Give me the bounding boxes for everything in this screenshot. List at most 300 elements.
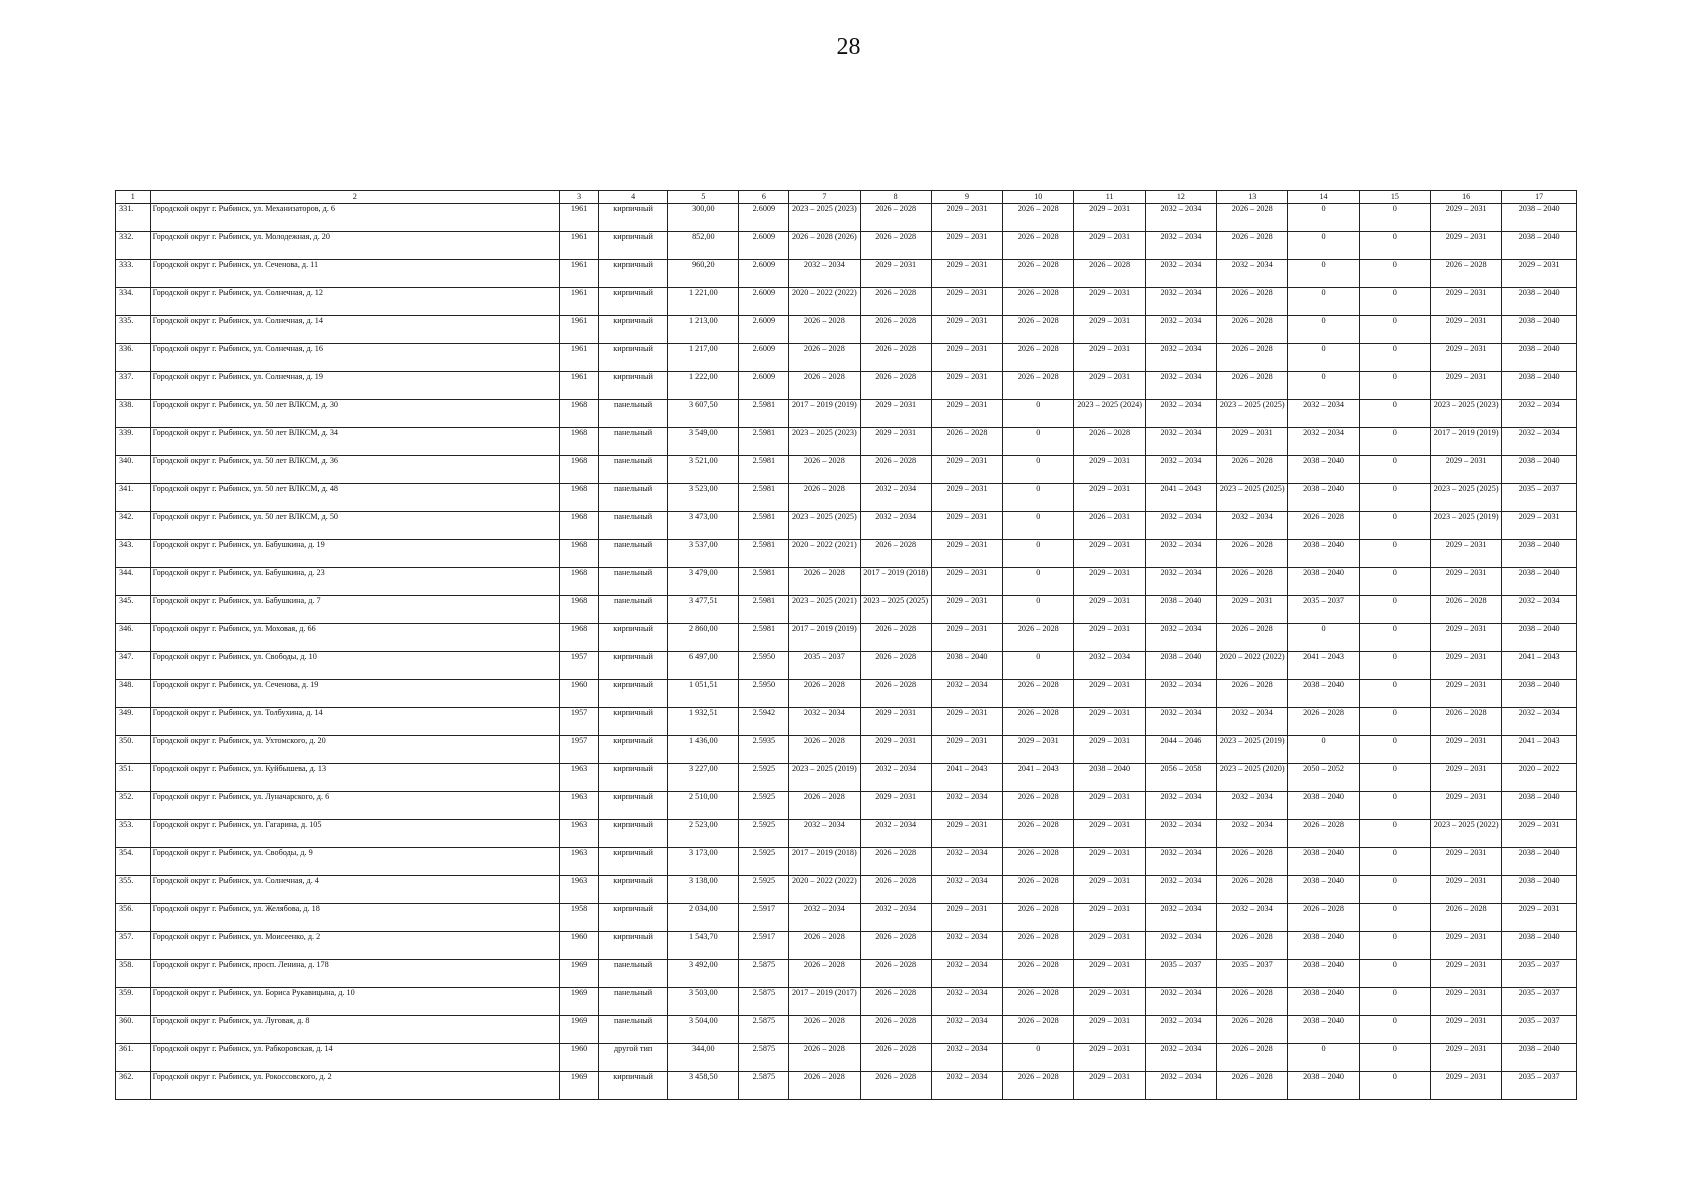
row-number-cell: 337. <box>116 372 151 400</box>
table-cell: 2026 – 2028 <box>1288 904 1359 932</box>
table-cell: 0 <box>1003 540 1074 568</box>
table-cell: 2032 – 2034 <box>1145 288 1216 316</box>
table-cell: 0 <box>1359 260 1430 288</box>
table-cell: 2029 – 2031 <box>931 708 1002 736</box>
table-cell: 2029 – 2031 <box>1431 288 1502 316</box>
table-row <box>116 540 1577 568</box>
table-cell: 2029 – 2031 <box>1431 540 1502 568</box>
table-cell: 2029 – 2031 <box>1074 736 1145 764</box>
table-cell: 2038 – 2040 <box>1502 1044 1577 1072</box>
table-cell: 2029 – 2031 <box>1074 344 1145 372</box>
table-cell: кирпичный <box>599 904 668 932</box>
table-cell: 2023 – 2025 (2025) <box>789 512 860 540</box>
table-cell: 2032 – 2034 <box>931 960 1002 988</box>
table-cell: 2032 – 2034 <box>860 484 931 512</box>
row-number-cell: 333. <box>116 260 151 288</box>
table-cell: 2026 – 2028 (2026) <box>789 232 860 260</box>
table-cell: 2032 – 2034 <box>1217 260 1288 288</box>
row-number-cell: 344. <box>116 568 151 596</box>
table-cell: 1961 <box>560 204 599 232</box>
table-cell: 2023 – 2025 (2023) <box>789 428 860 456</box>
table-cell: 0 <box>1359 596 1430 624</box>
table-row <box>116 988 1577 1016</box>
table-cell: 2026 – 2028 <box>1217 204 1288 232</box>
table-cell: 2.6009 <box>739 316 789 344</box>
table-cell: 2.6009 <box>739 372 789 400</box>
address-cell: Городской округ г. Рыбинск, ул. Молодежная, д. 20 <box>150 232 560 260</box>
table-cell: 2029 – 2031 <box>1431 960 1502 988</box>
table-cell: 2029 – 2031 <box>1074 792 1145 820</box>
table-cell: 0 <box>1359 456 1430 484</box>
table-cell: 2026 – 2028 <box>1217 540 1288 568</box>
table-cell: 2026 – 2028 <box>860 932 931 960</box>
table-cell: 2 510,00 <box>668 792 739 820</box>
table-cell: панельный <box>599 988 668 1016</box>
table-cell: 2026 – 2028 <box>789 316 860 344</box>
table-cell: панельный <box>599 484 668 512</box>
table-cell: 2029 – 2031 <box>1431 876 1502 904</box>
table-cell: 1957 <box>560 652 599 680</box>
table-cell: 2029 – 2031 <box>931 484 1002 512</box>
table-row <box>116 792 1577 820</box>
table-cell: 1969 <box>560 960 599 988</box>
table-row <box>116 820 1577 848</box>
table-cell: панельный <box>599 456 668 484</box>
table-cell: 1969 <box>560 988 599 1016</box>
table-cell: 0 <box>1359 708 1430 736</box>
table-cell: 1961 <box>560 288 599 316</box>
table-cell: 2029 – 2031 <box>931 568 1002 596</box>
table-row <box>116 708 1577 736</box>
table-cell: 2026 – 2028 <box>1003 932 1074 960</box>
register-table <box>115 190 1577 1100</box>
table-cell: 2026 – 2028 <box>860 876 931 904</box>
table-cell: 2038 – 2040 <box>1288 932 1359 960</box>
table-cell: 2029 – 2031 <box>1431 680 1502 708</box>
table-cell: 2026 – 2028 <box>789 372 860 400</box>
table-cell: кирпичный <box>599 708 668 736</box>
table-cell: 2029 – 2031 <box>1431 344 1502 372</box>
table-cell: 0 <box>1288 736 1359 764</box>
table-cell: 300,00 <box>668 204 739 232</box>
table-cell: 1968 <box>560 512 599 540</box>
table-cell: 2032 – 2034 <box>931 1072 1002 1100</box>
table-cell: 2029 – 2031 <box>860 736 931 764</box>
table-cell: 2038 – 2040 <box>1502 680 1577 708</box>
table-cell: 2026 – 2028 <box>860 848 931 876</box>
table-cell: панельный <box>599 596 668 624</box>
row-number-cell: 355. <box>116 876 151 904</box>
column-header-12: 12 <box>1145 191 1216 204</box>
table-row <box>116 680 1577 708</box>
table-cell: 2038 – 2040 <box>1502 540 1577 568</box>
table-cell: 2026 – 2028 <box>1074 260 1145 288</box>
table-cell: 1969 <box>560 1016 599 1044</box>
table-cell: 2029 – 2031 <box>1217 428 1288 456</box>
table-cell: 2.5925 <box>739 764 789 792</box>
table-cell: кирпичный <box>599 736 668 764</box>
table-cell: 2026 – 2028 <box>1217 344 1288 372</box>
table-cell: 2029 – 2031 <box>1431 232 1502 260</box>
table-cell: 0 <box>1359 344 1430 372</box>
table-cell: 1 221,00 <box>668 288 739 316</box>
address-cell: Городской округ г. Рыбинск, ул. Бориса Рукавицына, д. 10 <box>150 988 560 1016</box>
table-cell: 2026 – 2028 <box>1003 260 1074 288</box>
table-cell: 2026 – 2028 <box>1003 680 1074 708</box>
row-number-cell: 335. <box>116 316 151 344</box>
table-cell: 2029 – 2031 <box>1431 988 1502 1016</box>
table-cell: 2023 – 2025 (2021) <box>789 596 860 624</box>
address-cell: Городской округ г. Рыбинск, ул. Куйбышева, д. 13 <box>150 764 560 792</box>
table-cell: 2026 – 2028 <box>1431 708 1502 736</box>
address-cell: Городской округ г. Рыбинск, ул. 50 лет ВЛКСМ, д. 50 <box>150 512 560 540</box>
table-cell: 2.5875 <box>739 1044 789 1072</box>
table-cell: 2032 – 2034 <box>1145 820 1216 848</box>
table-cell: 2032 – 2034 <box>1145 680 1216 708</box>
table-cell: 2035 – 2037 <box>1502 484 1577 512</box>
table-cell: 2023 – 2025 (2023) <box>789 204 860 232</box>
column-header-3: 3 <box>560 191 599 204</box>
table-cell: 2.5925 <box>739 820 789 848</box>
table-cell: 2038 – 2040 <box>1288 848 1359 876</box>
address-cell: Городской округ г. Рыбинск, ул. Солнечная, д. 14 <box>150 316 560 344</box>
table-cell: 2026 – 2028 <box>789 736 860 764</box>
table-cell: 0 <box>1288 288 1359 316</box>
table-cell: 2029 – 2031 <box>931 372 1002 400</box>
table-cell: 2029 – 2031 <box>931 400 1002 428</box>
table-cell: 0 <box>1359 1044 1430 1072</box>
table-cell: 0 <box>1003 428 1074 456</box>
table-cell: 2026 – 2028 <box>1003 820 1074 848</box>
table-cell: 0 <box>1359 736 1430 764</box>
table-cell: 2032 – 2034 <box>1145 540 1216 568</box>
table-cell: 2 034,00 <box>668 904 739 932</box>
table-cell: 2029 – 2031 <box>1431 456 1502 484</box>
table-row <box>116 652 1577 680</box>
table-cell: панельный <box>599 960 668 988</box>
table-cell: 2032 – 2034 <box>1145 1072 1216 1100</box>
table-cell: 2026 – 2028 <box>1003 372 1074 400</box>
column-header-10: 10 <box>1003 191 1074 204</box>
table-cell: 2038 – 2040 <box>1288 540 1359 568</box>
table-cell: 2032 – 2034 <box>1145 344 1216 372</box>
table-cell: 2029 – 2031 <box>1502 904 1577 932</box>
table-cell: 2032 – 2034 <box>1145 1044 1216 1072</box>
table-cell: 2023 – 2025 (2020) <box>1217 764 1288 792</box>
table-row <box>116 512 1577 540</box>
table-cell: 2023 – 2025 (2025) <box>1217 484 1288 512</box>
table-cell: кирпичный <box>599 792 668 820</box>
table-cell: 1 932,51 <box>668 708 739 736</box>
row-number-cell: 360. <box>116 1016 151 1044</box>
address-cell: Городской округ г. Рыбинск, ул. Бабушкина, д. 7 <box>150 596 560 624</box>
table-cell: 2020 – 2022 (2022) <box>1217 652 1288 680</box>
table-cell: 2038 – 2040 <box>931 652 1002 680</box>
table-cell: 2029 – 2031 <box>931 456 1002 484</box>
table-cell: 2038 – 2040 <box>1502 204 1577 232</box>
table-cell: 960,20 <box>668 260 739 288</box>
table-cell: 2.5981 <box>739 428 789 456</box>
table-cell: 0 <box>1359 848 1430 876</box>
row-number-cell: 354. <box>116 848 151 876</box>
table-cell: 2032 – 2034 <box>931 988 1002 1016</box>
table-cell: 2032 – 2034 <box>931 848 1002 876</box>
table-row <box>116 428 1577 456</box>
table-cell: 2029 – 2031 <box>931 260 1002 288</box>
table-cell: 2026 – 2028 <box>1074 428 1145 456</box>
table-cell: 2029 – 2031 <box>1003 736 1074 764</box>
table-cell: 2026 – 2028 <box>789 1072 860 1100</box>
table-cell: 0 <box>1003 596 1074 624</box>
table-cell: 2026 – 2028 <box>789 1044 860 1072</box>
address-cell: Городской округ г. Рыбинск, ул. Луначарского, д. 6 <box>150 792 560 820</box>
table-cell: 1 051,51 <box>668 680 739 708</box>
address-cell: Городской округ г. Рыбинск, ул. 50 лет ВЛКСМ, д. 48 <box>150 484 560 512</box>
table-cell: 2029 – 2031 <box>931 232 1002 260</box>
table-cell: 3 503,00 <box>668 988 739 1016</box>
table-cell: 2038 – 2040 <box>1288 876 1359 904</box>
table-cell: 2026 – 2031 <box>1074 512 1145 540</box>
table-cell: 2026 – 2028 <box>860 1072 931 1100</box>
table-cell: 2026 – 2028 <box>1003 848 1074 876</box>
table-cell: 0 <box>1359 652 1430 680</box>
table-row <box>116 456 1577 484</box>
column-header-1: 1 <box>116 191 151 204</box>
table-cell: 2041 – 2043 <box>1145 484 1216 512</box>
table-row <box>116 960 1577 988</box>
table-cell: 2.5981 <box>739 512 789 540</box>
address-cell: Городской округ г. Рыбинск, ул. Толбухина, д. 14 <box>150 708 560 736</box>
table-cell: 2026 – 2028 <box>789 484 860 512</box>
table-cell: 0 <box>1359 1072 1430 1100</box>
table-cell: 2029 – 2031 <box>931 344 1002 372</box>
table-cell: 2.5875 <box>739 1072 789 1100</box>
table-cell: 2029 – 2031 <box>1431 764 1502 792</box>
table-cell: 2026 – 2028 <box>860 232 931 260</box>
table-cell: 2032 – 2034 <box>1145 372 1216 400</box>
table-cell: 2017 – 2019 (2019) <box>1431 428 1502 456</box>
table-cell: 2026 – 2028 <box>1217 456 1288 484</box>
table-cell: 3 607,50 <box>668 400 739 428</box>
table-cell: 2029 – 2031 <box>1431 624 1502 652</box>
table-cell: 1 436,00 <box>668 736 739 764</box>
table-cell: 2035 – 2037 <box>1502 988 1577 1016</box>
table-cell: 2.6009 <box>739 204 789 232</box>
table-cell: 2038 – 2040 <box>1502 372 1577 400</box>
table-cell: 2.5917 <box>739 932 789 960</box>
column-header-8: 8 <box>860 191 931 204</box>
table-cell: 0 <box>1359 512 1430 540</box>
table-cell: 2038 – 2040 <box>1502 876 1577 904</box>
page-number: 28 <box>836 34 861 60</box>
table-cell: 2026 – 2028 <box>1217 988 1288 1016</box>
table-cell: 2032 – 2034 <box>1145 204 1216 232</box>
row-number-cell: 348. <box>116 680 151 708</box>
table-cell: 2017 – 2019 (2018) <box>789 848 860 876</box>
table-cell: 2038 – 2040 <box>1288 960 1359 988</box>
table-cell: 1963 <box>560 820 599 848</box>
table-cell: 0 <box>1288 624 1359 652</box>
table-cell: 2.5925 <box>739 792 789 820</box>
table-cell: 2032 – 2034 <box>1145 708 1216 736</box>
table-cell: 2044 – 2046 <box>1145 736 1216 764</box>
table-cell: 2035 – 2037 <box>1288 596 1359 624</box>
table-cell: 2032 – 2034 <box>931 876 1002 904</box>
table-cell: 2029 – 2031 <box>1431 792 1502 820</box>
table-cell: кирпичный <box>599 652 668 680</box>
table-cell: 1968 <box>560 400 599 428</box>
table-cell: 3 479,00 <box>668 568 739 596</box>
table-cell: 2032 – 2034 <box>1145 512 1216 540</box>
table-cell: кирпичный <box>599 260 668 288</box>
table-cell: 2026 – 2028 <box>789 932 860 960</box>
table-cell: 2020 – 2022 (2022) <box>789 876 860 904</box>
column-header-6: 6 <box>739 191 789 204</box>
table-cell: кирпичный <box>599 344 668 372</box>
table-cell: 2032 – 2034 <box>1145 904 1216 932</box>
table-cell: 1 217,00 <box>668 344 739 372</box>
table-cell: 2026 – 2028 <box>860 1016 931 1044</box>
table-cell: 2029 – 2031 <box>1074 820 1145 848</box>
table-cell: 2026 – 2028 <box>1003 960 1074 988</box>
table-cell: 2029 – 2031 <box>1431 316 1502 344</box>
table-cell: 2038 – 2040 <box>1288 988 1359 1016</box>
table-cell: 2032 – 2034 <box>860 512 931 540</box>
table-cell: 2017 – 2019 (2019) <box>789 624 860 652</box>
table-cell: 2032 – 2034 <box>1145 988 1216 1016</box>
table-cell: панельный <box>599 512 668 540</box>
table-cell: 2.5981 <box>739 568 789 596</box>
table-cell: 2.5950 <box>739 652 789 680</box>
table-cell: 2029 – 2031 <box>1431 848 1502 876</box>
table-cell: 2026 – 2028 <box>1217 1016 1288 1044</box>
table-cell: 2029 – 2031 <box>931 204 1002 232</box>
table-cell: 0 <box>1359 960 1430 988</box>
row-number-cell: 349. <box>116 708 151 736</box>
table-cell: 3 521,00 <box>668 456 739 484</box>
table-cell: 3 537,00 <box>668 540 739 568</box>
table-body <box>116 204 1577 1100</box>
table-cell: 2032 – 2034 <box>1074 652 1145 680</box>
table-cell: 1957 <box>560 708 599 736</box>
table-cell: 2017 – 2019 (2018) <box>860 568 931 596</box>
row-number-cell: 332. <box>116 232 151 260</box>
table-cell: 0 <box>1003 400 1074 428</box>
table-cell: 2.5942 <box>739 708 789 736</box>
table-cell: 2026 – 2028 <box>1003 792 1074 820</box>
table-cell: 2041 – 2043 <box>1288 652 1359 680</box>
table-cell: 1968 <box>560 484 599 512</box>
address-cell: Городской округ г. Рыбинск, ул. Бабушкина, д. 19 <box>150 540 560 568</box>
address-cell: Городской округ г. Рыбинск, ул. Гагарина, д. 105 <box>150 820 560 848</box>
table-cell: 2029 – 2031 <box>1074 960 1145 988</box>
row-number-cell: 359. <box>116 988 151 1016</box>
address-cell: Городской округ г. Рыбинск, ул. Желябова, д. 18 <box>150 904 560 932</box>
table-row <box>116 932 1577 960</box>
table-cell: 2029 – 2031 <box>931 316 1002 344</box>
row-number-cell: 346. <box>116 624 151 652</box>
table-cell: 2032 – 2034 <box>789 708 860 736</box>
table-cell: 2.5935 <box>739 736 789 764</box>
table-cell: 1961 <box>560 344 599 372</box>
table-cell: 1961 <box>560 260 599 288</box>
table-row <box>116 484 1577 512</box>
table-cell: 2029 – 2031 <box>1074 1044 1145 1072</box>
table-row <box>116 400 1577 428</box>
table-row <box>116 848 1577 876</box>
table-cell: 0 <box>1003 484 1074 512</box>
table-cell: 2026 – 2028 <box>1431 260 1502 288</box>
table-cell: 1961 <box>560 316 599 344</box>
table-cell: 2038 – 2040 <box>1502 232 1577 260</box>
table-cell: 2038 – 2040 <box>1502 316 1577 344</box>
table-row <box>116 596 1577 624</box>
table-cell: 2038 – 2040 <box>1288 680 1359 708</box>
table-cell: 2029 – 2031 <box>1074 624 1145 652</box>
table-cell: 2 523,00 <box>668 820 739 848</box>
table-header <box>116 191 1577 204</box>
table-cell: 1963 <box>560 764 599 792</box>
table-cell: 2026 – 2028 <box>1003 1016 1074 1044</box>
table-cell: 852,00 <box>668 232 739 260</box>
table-cell: 0 <box>1003 1044 1074 1072</box>
row-number-cell: 331. <box>116 204 151 232</box>
table-cell: 1968 <box>560 456 599 484</box>
table-cell: 2029 – 2031 <box>931 512 1002 540</box>
table-cell: 3 473,00 <box>668 512 739 540</box>
table-cell: 0 <box>1288 260 1359 288</box>
table-cell: 3 173,00 <box>668 848 739 876</box>
table-cell: 2029 – 2031 <box>1431 736 1502 764</box>
table-cell: 2.5981 <box>739 400 789 428</box>
table-cell: 2020 – 2022 (2021) <box>789 540 860 568</box>
row-number-cell: 334. <box>116 288 151 316</box>
table-cell: 2026 – 2028 <box>1431 904 1502 932</box>
table-cell: 0 <box>1288 316 1359 344</box>
table-row <box>116 344 1577 372</box>
column-header-17: 17 <box>1502 191 1577 204</box>
table-cell: панельный <box>599 1016 668 1044</box>
table-cell: 3 492,00 <box>668 960 739 988</box>
table-cell: 2.5981 <box>739 456 789 484</box>
table-cell: 2029 – 2031 <box>1074 456 1145 484</box>
table-cell: 2029 – 2031 <box>860 708 931 736</box>
table-cell: 2026 – 2028 <box>860 540 931 568</box>
table-cell: 2.6009 <box>739 260 789 288</box>
table-cell: 0 <box>1359 372 1430 400</box>
row-number-cell: 352. <box>116 792 151 820</box>
table-cell: 2023 – 2025 (2019) <box>1217 736 1288 764</box>
address-cell: Городской округ г. Рыбинск, ул. Солнечная, д. 19 <box>150 372 560 400</box>
table-cell: 2026 – 2028 <box>860 344 931 372</box>
table-cell: 2032 – 2034 <box>1288 428 1359 456</box>
table-cell: 2029 – 2031 <box>1074 372 1145 400</box>
address-cell: Городской округ г. Рыбинск, ул. Рабкоровская, д. 14 <box>150 1044 560 1072</box>
table-cell: кирпичный <box>599 288 668 316</box>
address-cell: Городской округ г. Рыбинск, ул. 50 лет ВЛКСМ, д. 36 <box>150 456 560 484</box>
table-cell: 2.5925 <box>739 876 789 904</box>
table-cell: 2029 – 2031 <box>1074 876 1145 904</box>
table-cell: 0 <box>1288 204 1359 232</box>
table-cell: 2026 – 2028 <box>789 680 860 708</box>
table-cell: панельный <box>599 540 668 568</box>
column-header-7: 7 <box>789 191 860 204</box>
table-cell: 3 504,00 <box>668 1016 739 1044</box>
table-cell: 2032 – 2034 <box>1217 512 1288 540</box>
table-cell: 0 <box>1288 372 1359 400</box>
table-cell: 1960 <box>560 932 599 960</box>
table-cell: 2029 – 2031 <box>1431 372 1502 400</box>
